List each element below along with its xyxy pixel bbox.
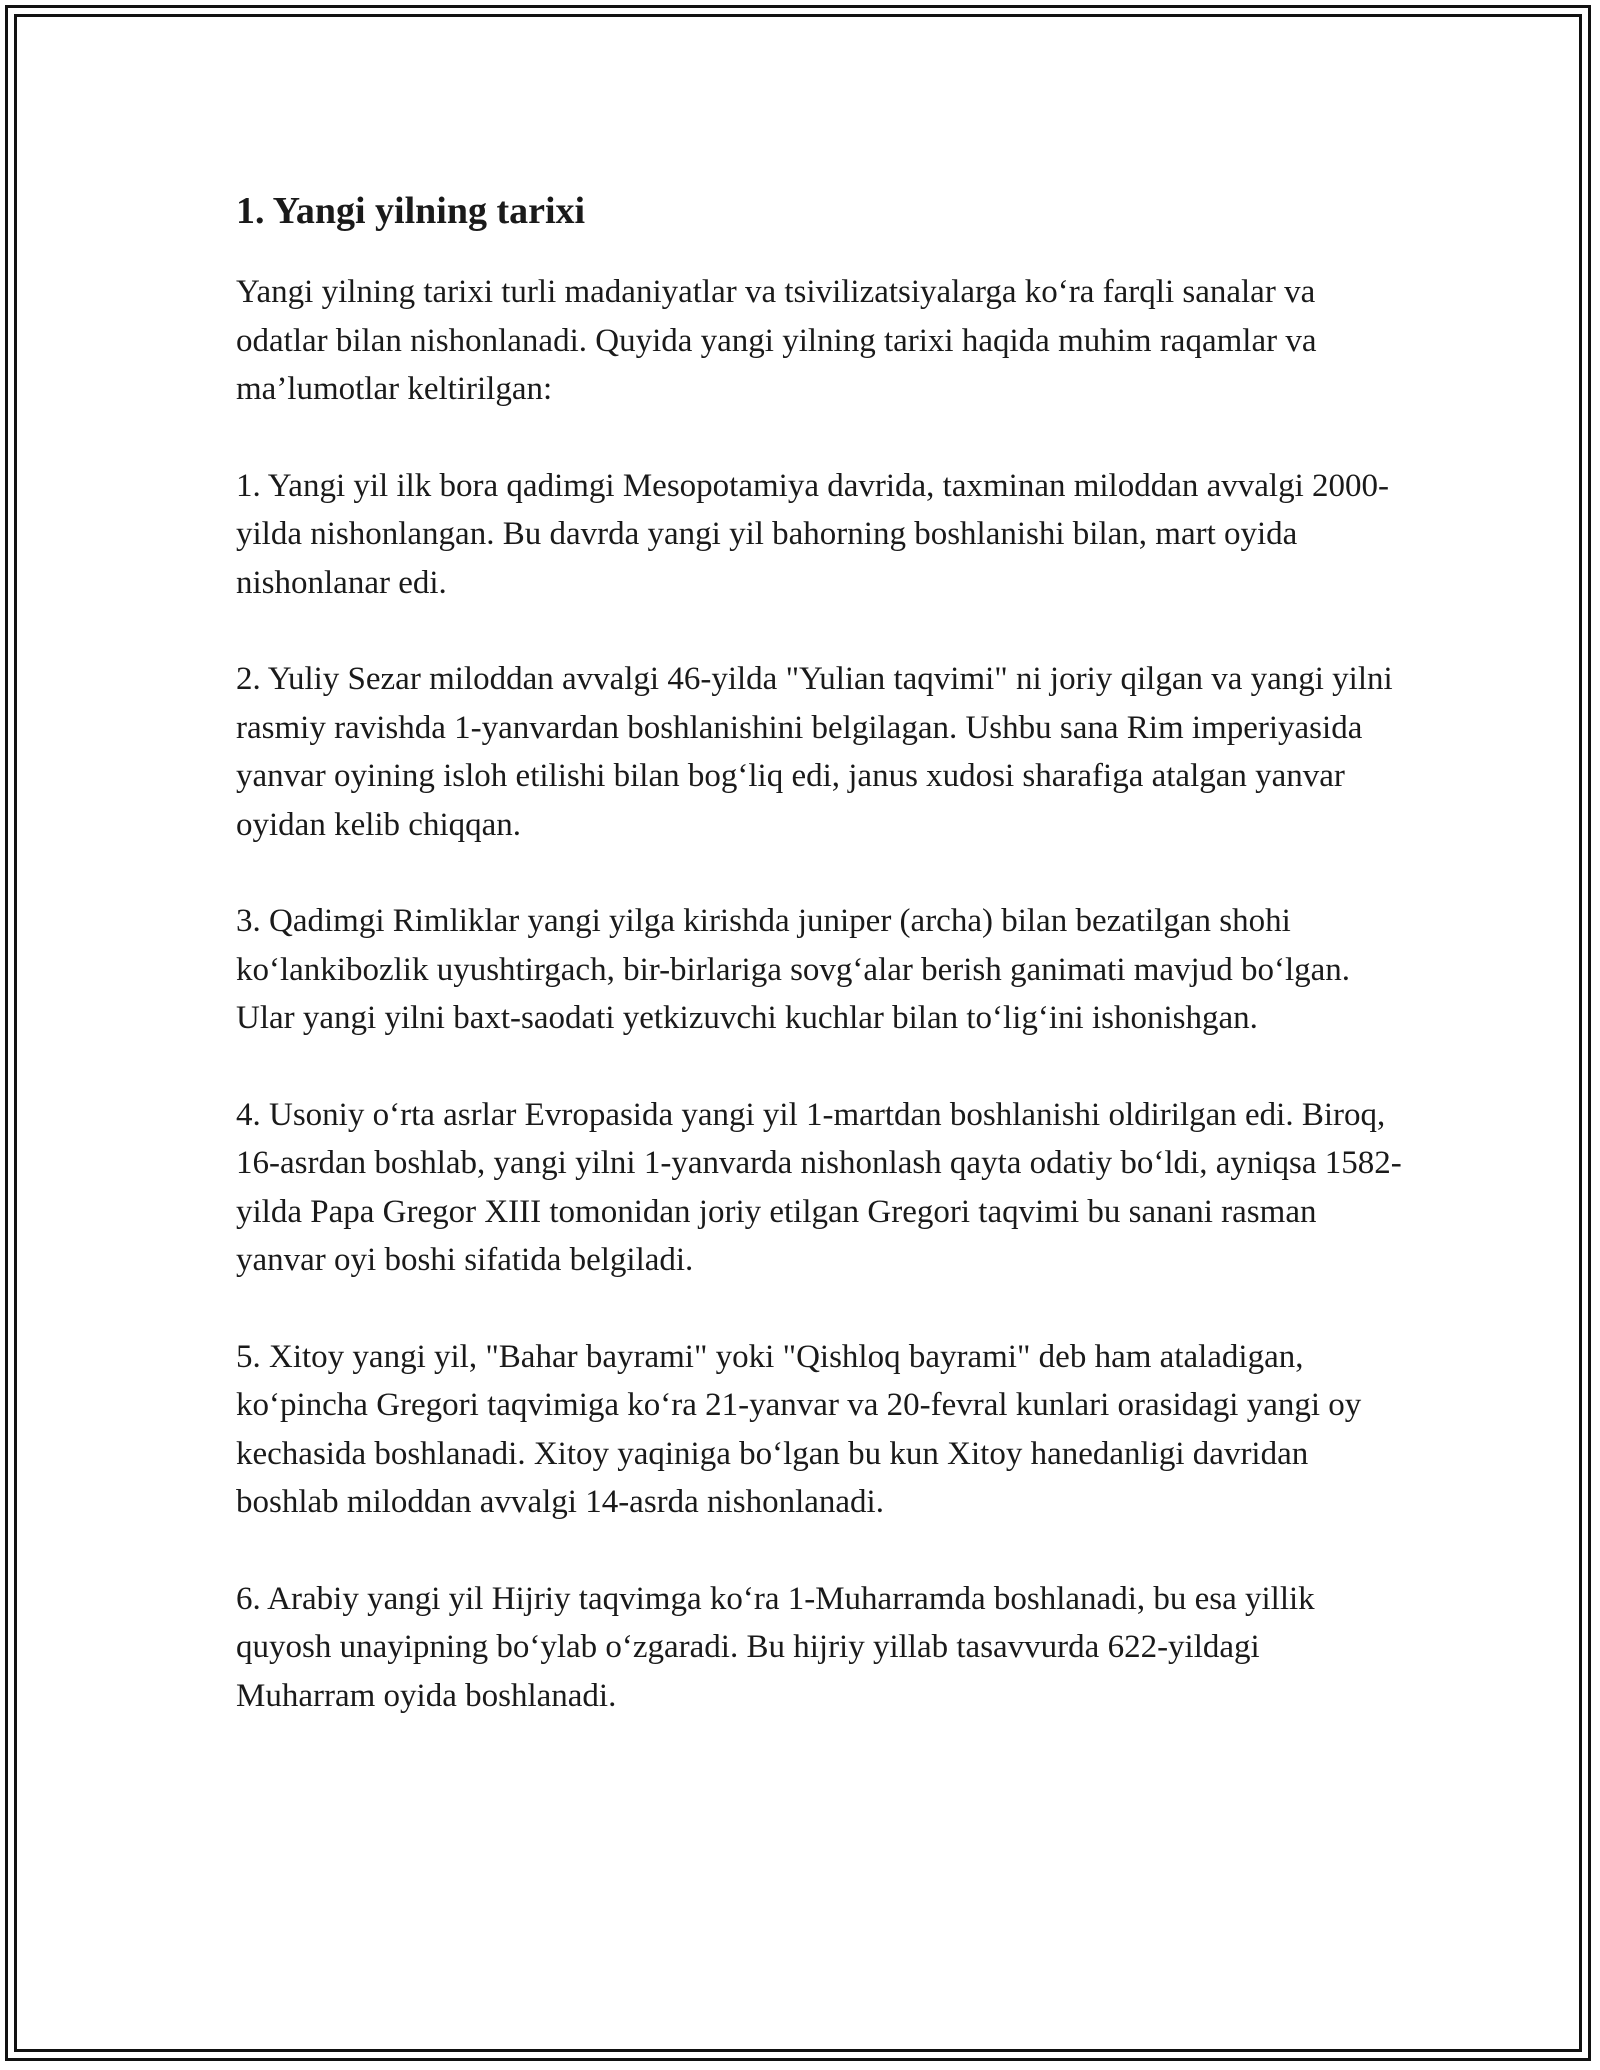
history-item-5: 5. Xitoy yangi yil, "Bahar bayrami" yoki "Qishloq bayrami" deb ham ataladigan, ko‘pincha Gregori taqvimiga ko‘ra 21-yanvar va 20-fevral kunlari orasidagi yangi oy kechasida boshlanadi. Xitoy yaqiniga bo‘lgan bu kun Xitoy hanedanligi davridan boshlab miloddan avvalgi 14-asrda nishonlanadi. — [236, 1338, 1362, 1520]
page-title: 1. Yangi yilning tarixi — [236, 190, 586, 232]
history-item-6: 6. Arabiy yangi yil Hijriy taqvimga ko‘ra 1-Muharramda boshlanadi, bu esa yillik quyosh unayipning bo‘ylab o‘zgaradi. Bu hijriy yillab tasavvurda 622-yildagi Muharram oyida boshlanadi. — [236, 1580, 1315, 1714]
document-body — [236, 186, 1406, 1768]
intro-paragraph: Yangi yilning tarixi turli madaniyatlar va tsivilizatsiyalarga ko‘ra farqli sanalar va odatlar bilan nishonlanadi. Quyida yangi yilning tarixi haqida muhim raqamlar va ma’lumotlar keltirilgan: — [236, 274, 1317, 407]
history-item-3: 3. Qadimgi Rimliklar yangi yilga kirishda juniper (archa) bilan bezatilgan shohi ko‘lankibozlik uyushtirgach, bir-birlariga sovg‘alar berish ganimati mavjud bo‘lgan. Ular yangi yilni baxt-saodati yetkizuvchi kuchlar bilan to‘lig‘ini ishonishgan. — [236, 903, 1351, 1036]
history-item-4: 4. Usoniy o‘rta asrlar Evropasida yangi yil 1-martdan boshlanishi oldirilgan edi. Biroq, 16-asrdan boshlab, yangi yilni 1-yanvarda nishonlash qayta odatiy bo‘ldi, ayniqsa 1582-yilda Papa Gregor XIII tomonidan joriy etilgan Gregori taqvimi bu sanani rasman yanvar oyi boshi sifatida belgiladi. — [236, 1096, 1402, 1278]
history-item-1: 1. Yangi yil ilk bora qadimgi Mesopotamiya davrida, taxminan miloddan avvalgi 2000-yilda nishonlangan. Bu davrda yangi yil bahorning boshlanishi bilan, mart oyida nishonlanar edi. — [236, 467, 1389, 601]
history-item-2: 2. Yuliy Sezar miloddan avvalgi 46-yilda "Yulian taqvimi" ni joriy qilgan va yangi yilni rasmiy ravishda 1-yanvardan boshlanishini belgilagan. Ushbu sana Rim imperiyasida yanvar oyining isloh etilishi bilan bog‘liq edi, janus xudosi sharafiga atalgan yanvar oyidan kelib chiqqan. — [236, 661, 1393, 843]
